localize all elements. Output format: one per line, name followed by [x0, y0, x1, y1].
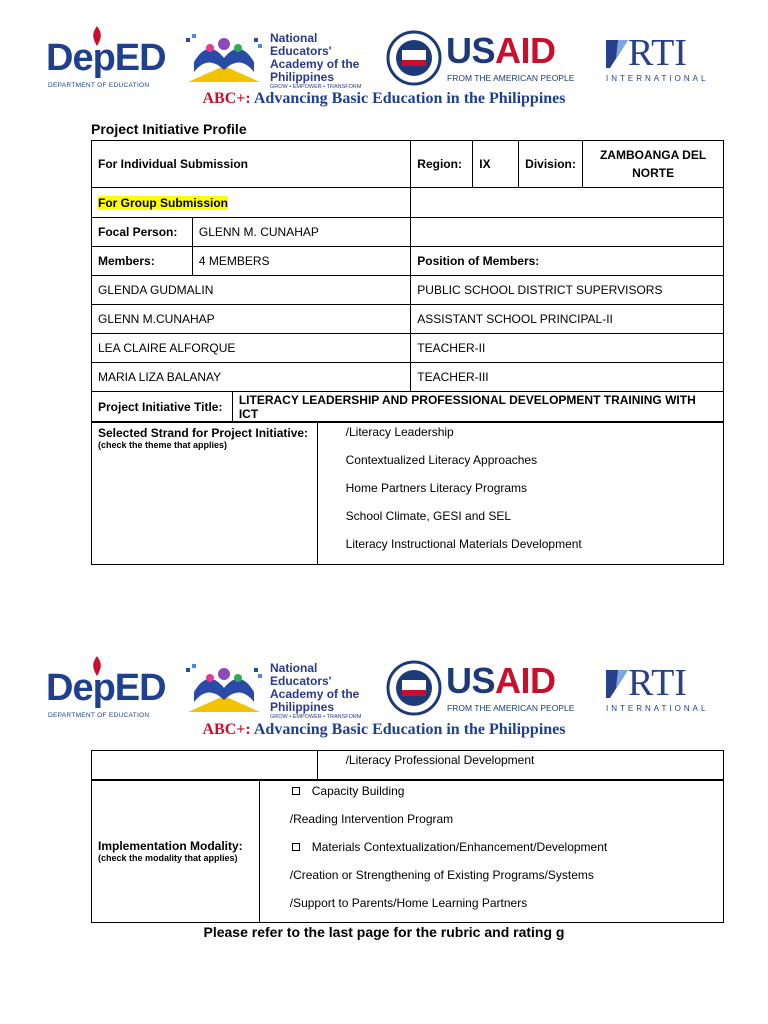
individual-submission-label: For Individual Submission	[92, 141, 411, 188]
rti-wordmark: RTI	[628, 662, 687, 704]
neap-tagline: GROW • EMPOWER • TRANSFORM	[270, 714, 362, 720]
program-banner: ABC+: Advancing Basic Education in the Philippines	[202, 721, 566, 738]
profile-title: Project Initiative Profile	[91, 121, 247, 137]
focal-person-value: GLENN M. CUNAHAP	[192, 218, 410, 247]
table-row	[92, 305, 724, 334]
members-value: 4 MEMBERS	[192, 247, 410, 276]
member-position: PUBLIC SCHOOL DISTRICT SUPERVISORS	[411, 276, 724, 305]
member-name: MARIA LIZA BALANAY	[92, 363, 411, 392]
header-logos	[0, 18, 768, 98]
modality-table	[91, 779, 724, 923]
strand-hint: (check the theme that applies)	[98, 440, 228, 450]
checkbox-icon[interactable]	[292, 843, 300, 851]
rti-tagline: INTERNATIONAL	[606, 704, 709, 713]
member-position: TEACHER-II	[411, 334, 724, 363]
modality-label: Implementation Modality:	[98, 839, 243, 853]
deped-subtitle: DEPARTMENT OF EDUCATION	[48, 712, 150, 719]
members-label: Members:	[92, 247, 193, 276]
neap-emblem-icon	[184, 662, 264, 716]
rti-mark-icon	[604, 38, 630, 70]
position-label: Position of Members:	[411, 247, 724, 276]
list-item: School Climate, GESI and SEL	[345, 509, 512, 523]
strand-continued-value: /Literacy Professional Development	[317, 751, 723, 781]
neap-logo	[184, 28, 374, 90]
division-label: Division:	[519, 141, 583, 188]
strand-continued-label	[92, 751, 318, 781]
program-banner: ABC+: Advancing Basic Education in the Philippines	[202, 90, 566, 107]
neap-logo	[184, 658, 374, 720]
table-row	[92, 334, 724, 363]
usaid-wordmark: USAID	[446, 30, 556, 71]
rti-tagline: INTERNATIONAL	[606, 74, 709, 83]
deped-wordmark: DepED	[46, 37, 166, 79]
table-row	[92, 363, 724, 392]
list-item: /Creation or Strengthening of Existing Programs/Systems	[289, 868, 594, 882]
focal-person-extra	[411, 218, 724, 247]
region-value: IX	[473, 141, 519, 188]
strand-table	[91, 421, 724, 565]
group-submission-label: For Group Submission	[92, 188, 411, 218]
project-title-value: LITERACY LEADERSHIP AND PROFESSIONAL DEVELOPMENT TRAINING WITH ICT	[232, 392, 723, 423]
deped-subtitle: DEPARTMENT OF EDUCATION	[48, 82, 150, 89]
neap-emblem-icon	[184, 32, 264, 86]
usaid-logo	[386, 660, 586, 722]
list-item: Home Partners Literacy Programs	[345, 481, 528, 495]
profile-table	[91, 140, 724, 392]
list-item: Contextualized Literacy Approaches	[345, 453, 538, 467]
rti-logo	[604, 664, 714, 720]
member-name: GLENN M.CUNAHAP	[92, 305, 411, 334]
member-position: TEACHER-III	[411, 363, 724, 392]
division-value: ZAMBOANGA DEL NORTE	[583, 141, 724, 188]
strand-label: Selected Strand for Project Initiative:	[98, 426, 309, 440]
group-submission-value	[411, 188, 724, 218]
rti-logo	[604, 34, 714, 90]
list-item: Materials Contextualization/Enhancement/Development	[290, 838, 723, 866]
focal-person-label: Focal Person:	[92, 218, 193, 247]
neap-tagline: GROW • EMPOWER • TRANSFORM	[270, 84, 362, 90]
list-item: Capacity Building	[290, 782, 723, 810]
usaid-seal-icon	[386, 30, 442, 86]
deped-wordmark: DepED	[46, 667, 166, 709]
member-name: GLENDA GUDMALIN	[92, 276, 411, 305]
neap-title: National Educators' Academy of the Philippines	[270, 661, 360, 714]
member-name: LEA CLAIRE ALFORQUE	[92, 334, 411, 363]
list-item: /Reading Intervention Program	[289, 812, 454, 826]
rti-mark-icon	[604, 668, 630, 700]
checkbox-icon[interactable]	[292, 787, 300, 795]
table-row	[92, 276, 724, 305]
strand-label-cell	[92, 422, 318, 565]
usaid-seal-icon	[386, 660, 442, 716]
modality-label-cell	[92, 780, 260, 923]
strand-continued-table	[91, 750, 724, 781]
usaid-tagline: FROM THE AMERICAN PEOPLE	[447, 703, 575, 713]
member-position: ASSISTANT SCHOOL PRINCIPAL-II	[411, 305, 724, 334]
title-table	[91, 391, 724, 423]
usaid-wordmark: USAID	[446, 660, 556, 701]
project-title-label: Project Initiative Title:	[92, 392, 233, 423]
usaid-tagline: FROM THE AMERICAN PEOPLE	[447, 73, 575, 83]
list-item: /Support to Parents/Home Learning Partners	[289, 896, 528, 910]
header-logos-page2	[0, 648, 768, 728]
deped-logo	[46, 656, 166, 719]
rti-wordmark: RTI	[628, 32, 687, 74]
modality-hint: (check the modality that applies)	[98, 853, 238, 863]
list-item: /Literacy Leadership	[345, 425, 454, 439]
usaid-logo	[386, 30, 586, 92]
region-label: Region:	[411, 141, 473, 188]
modality-list	[259, 780, 723, 923]
neap-title: National Educators' Academy of the Philippines	[270, 31, 360, 84]
strand-list	[317, 422, 723, 565]
list-item: Literacy Instructional Materials Development	[345, 537, 582, 551]
footer-note: Please refer to the last page for the rubric and rating g	[203, 924, 565, 940]
deped-logo	[46, 26, 166, 89]
